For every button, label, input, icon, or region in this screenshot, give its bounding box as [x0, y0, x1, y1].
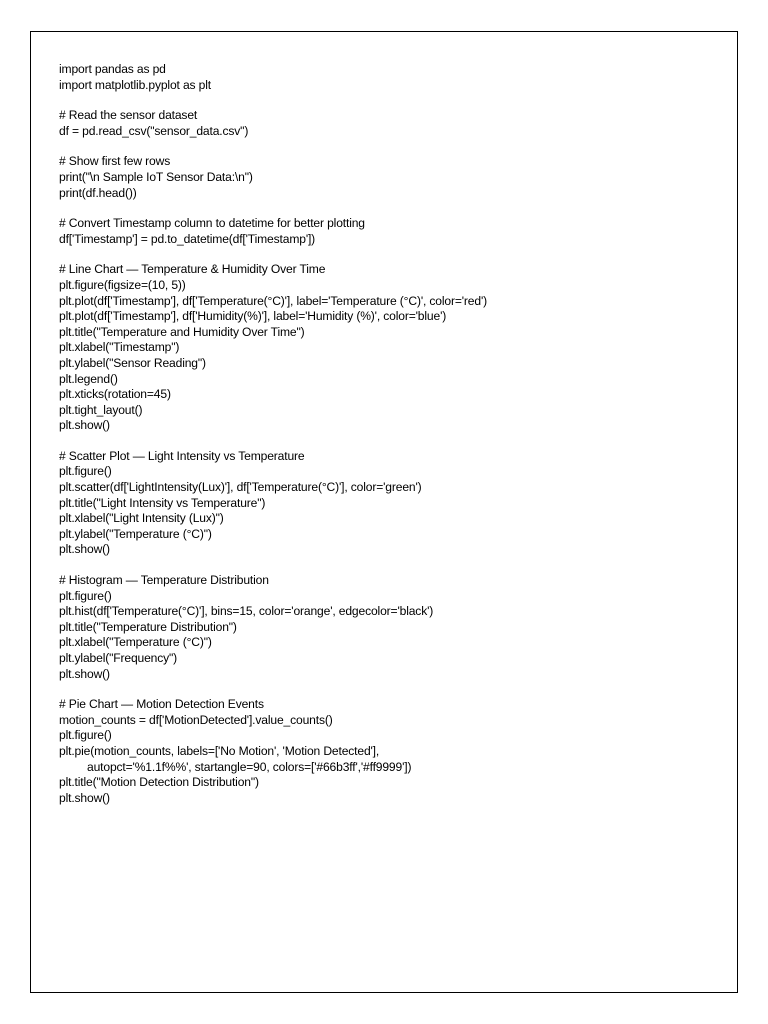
code-line: plt.title("Light Intensity vs Temperature"): [59, 495, 266, 510]
pie-chart-block: [59, 697, 699, 806]
code-line: plt.legend(): [59, 371, 118, 386]
code-listing: [59, 62, 699, 821]
code-line: motion_counts = df['MotionDetected'].value_counts(): [59, 712, 333, 727]
code-line: plt.xlabel("Temperature (°C)"): [59, 635, 212, 650]
code-comment: # Line Chart — Temperature & Humidity Over Time: [59, 262, 326, 277]
code-line: plt.title("Temperature Distribution"): [59, 619, 237, 634]
code-line: import pandas as pd: [59, 62, 166, 76]
code-line: plt.figure(): [59, 588, 112, 603]
scatter-plot-block: [59, 449, 699, 558]
code-line: plt.plot(df['Timestamp'], df['Temperature(°C)'], label='Temperature (°C)', color='red'): [59, 293, 487, 308]
code-line: plt.scatter(df['LightIntensity(Lux)'], df['Temperature(°C)'], color='green'): [59, 480, 422, 495]
code-line: plt.figure(): [59, 464, 112, 479]
code-line: plt.ylabel("Frequency"): [59, 651, 178, 665]
code-comment: # Histogram — Temperature Distribution: [59, 573, 269, 588]
code-line: df['Timestamp'] = pd.to_datetime(df['Timestamp']): [59, 231, 316, 246]
code-line: plt.title("Motion Detection Distribution"): [59, 775, 259, 790]
code-comment: # Show first few rows: [59, 154, 171, 169]
code-comment: # Scatter Plot — Light Intensity vs Temperature: [59, 448, 305, 463]
code-comment: # Read the sensor dataset: [59, 108, 198, 123]
code-line: print(df.head()): [59, 185, 137, 200]
histogram-block: [59, 573, 699, 682]
imports-block: [59, 62, 699, 93]
code-line: plt.figure(figsize=(10, 5)): [59, 277, 186, 292]
code-line: plt.xticks(rotation=45): [59, 387, 171, 402]
code-line: plt.plot(df['Timestamp'], df['Humidity(%)'], label='Humidity (%)', color='blue'): [59, 309, 447, 324]
code-line: plt.xlabel("Light Intensity (Lux)"): [59, 511, 224, 526]
code-line: import matplotlib.pyplot as plt: [59, 77, 211, 92]
code-line: df = pd.read_csv("sensor_data.csv"): [59, 123, 249, 138]
code-line: plt.show(): [59, 790, 110, 805]
code-line: plt.ylabel("Sensor Reading"): [59, 355, 206, 370]
read-data-block: [59, 108, 699, 139]
code-line: plt.show(): [59, 666, 110, 681]
code-line: autopct='%1.1f%%', startangle=90, colors=['#66b3ff','#ff9999']): [87, 759, 412, 774]
code-line: plt.hist(df['Temperature(°C)'], bins=15, color='orange', edgecolor='black'): [59, 604, 434, 619]
code-line: plt.show(): [59, 542, 110, 557]
code-comment: # Convert Timestamp column to datetime for better plotting: [59, 216, 365, 231]
convert-timestamp-block: [59, 216, 699, 247]
code-line: plt.xlabel("Timestamp"): [59, 340, 180, 355]
code-line: print("\n Sample IoT Sensor Data:\n"): [59, 169, 253, 184]
code-line: plt.pie(motion_counts, labels=['No Motion', 'Motion Detected'],: [59, 743, 380, 758]
show-rows-block: [59, 154, 699, 201]
code-line: plt.title("Temperature and Humidity Over Time"): [59, 324, 305, 339]
code-line: plt.ylabel("Temperature (°C)"): [59, 526, 212, 541]
code-line: plt.tight_layout(): [59, 402, 143, 417]
code-line: plt.figure(): [59, 728, 112, 743]
line-chart-block: [59, 262, 699, 434]
code-comment: # Pie Chart — Motion Detection Events: [59, 697, 264, 712]
code-line: plt.show(): [59, 418, 110, 433]
